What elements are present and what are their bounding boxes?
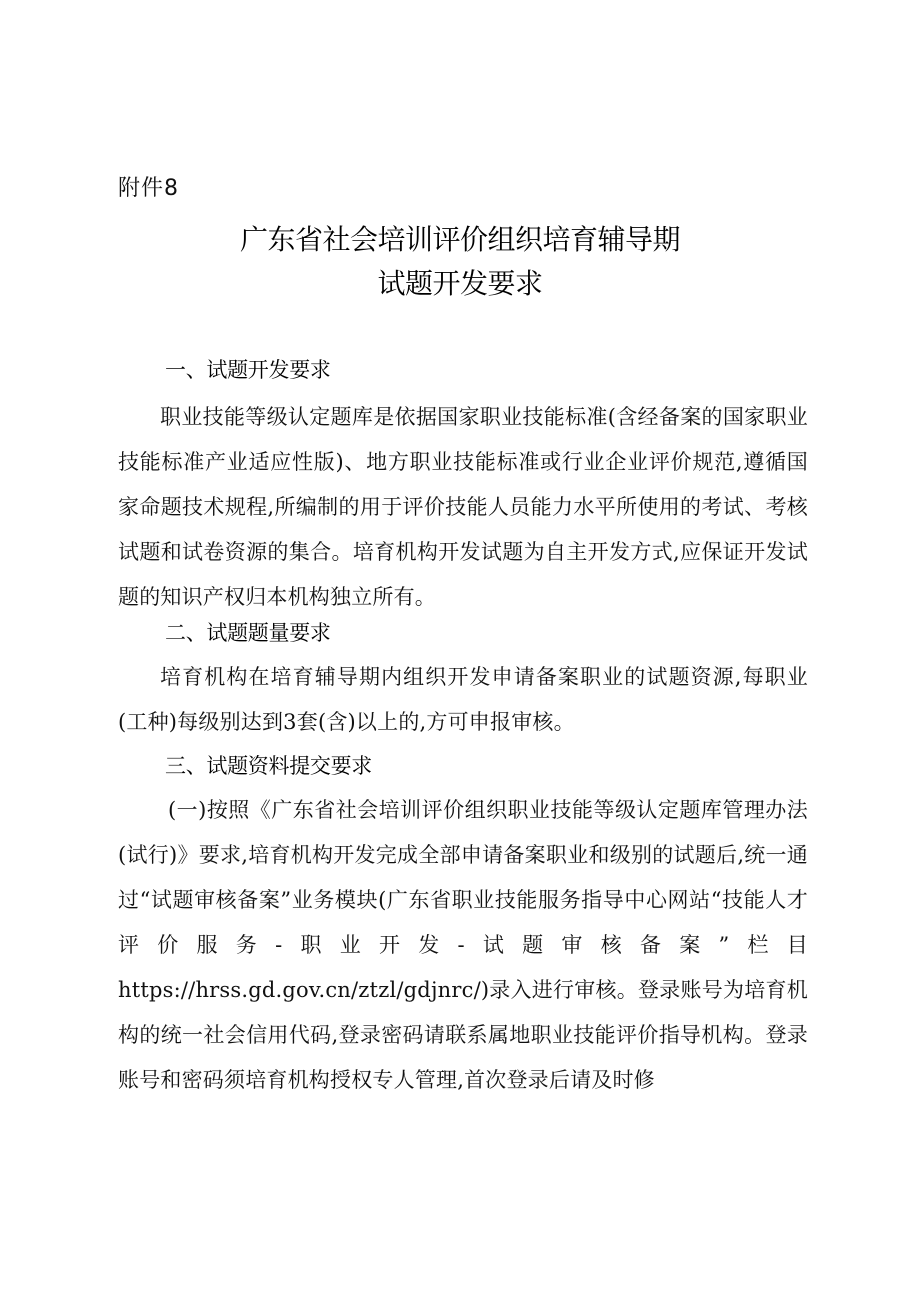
section-paragraph-3: (一)按照《广东省社会培训评价组织职业技能等级认定题库管理办法(试行)》要求,培育机构开发完成全部申请备案职业和级别的试题后,统一通过“试题审核备案”业务模块(广东省职业技能服务指导中心网站“技能人才评价服务-职业开发-试题审核备案”栏目https://hrss.gd.gov.cn/ztzl/gdjnrc/)录入进行审核。登录账号为培育机构的统一社会信用代码,登录密码请联系属地职业技能评价指导机构。登录账号和密码须培育机构授权专人管理,首次登录后请及时修 xyxy=(118,798,808,1092)
section-paragraph-2: 培育机构在培育辅导期内组织开发申请备案职业的试题资源,每职业(工种)每级别达到3套(含)以上的,方可申报审核。 xyxy=(118,665,808,734)
section-heading-3: 三、试题资料提交要求 xyxy=(165,754,372,778)
section-heading-2: 二、试题题量要求 xyxy=(165,621,331,645)
document-title-line1: 广东省社会培训评价组织培育辅导期 xyxy=(239,223,680,256)
section-paragraph-1: 职业技能等级认定题库是依据国家职业技能标准(含经备案的国家职业技能标准产业适应性版)、地方职业技能标准或行业企业评价规范,遵循国家命题技术规程,所编制的用于评价技能人员能力水平所使用的考试、考核试题和试卷资源的集合。培育机构开发试题为自主开发方式,应保证开发试题的知识产权归本机构独立所有。 xyxy=(118,405,808,609)
document-title-line2: 试题开发要求 xyxy=(377,267,543,300)
section-heading-1: 一、试题开发要求 xyxy=(165,358,331,382)
attachment-label: 附件8 xyxy=(118,176,179,201)
